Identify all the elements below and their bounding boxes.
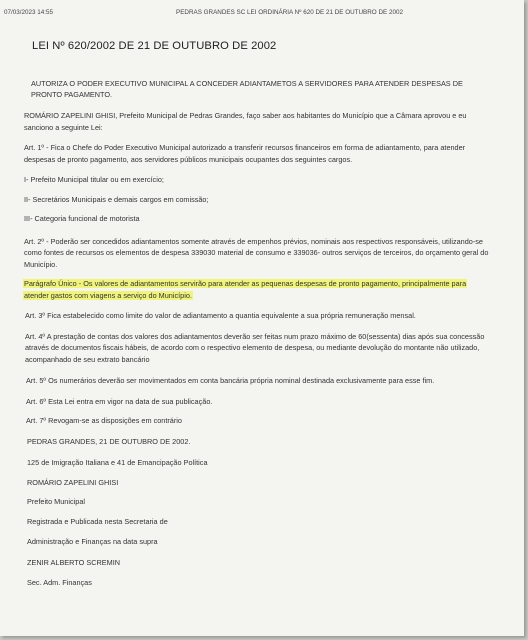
print-datetime: 07/03/2023 14:55 (4, 9, 54, 16)
art5: Art. 5º Os numerários deverão ser movimentados em conta bancária própria nominal destinada exclusivamente para esse fim. (26, 376, 435, 385)
registration-line-1: Registrada e Publicada nesta Secretaria de (27, 517, 168, 526)
art1-line-1: Art. 1º - Fica o Chefe do Poder Executivo Municipal autorizado a transferir recursos financeiros em forma de adiantamento, para atender (24, 143, 466, 152)
art6: Art. 6º Esta Lei entra em vigor na data de sua publicação. (26, 397, 213, 406)
law-title: LEI Nº 620/2002 DE 21 DE OUTUBRO DE 2002 (32, 40, 277, 52)
art4-line-3: acompanhado de seu extrato bancário (25, 355, 150, 364)
art2-line-3: Município. (24, 260, 58, 269)
preamble-line-1: ROMÁRIO ZAPELINI GHISI, Prefeito Municipal de Pedras Grandes, faço saber aos habitantes do Município que a Câmara aprovou e eu (24, 111, 467, 120)
anniversary-note: 125 de Imigração Italiana e 41 de Emancipação Política (27, 458, 208, 467)
art2-line-1: Art. 2º - Poderão ser concedidos adiantamentos somente através de empenhos prévios, nominais aos respectivos responsáveis, utilizando-se (24, 237, 483, 246)
art4-line-2: através de documentos fiscais hábeis, de acordo com o respectivo elemento de despesa, ou mediante devolução do montante não utilizado, (25, 343, 480, 352)
signer2-role: Sec. Adm. Finanças (27, 578, 92, 587)
art7: Art. 7º Revogam-se as disposições em contrário (26, 416, 182, 425)
place-date: PEDRAS GRANDES, 21 DE OUTUBRO DE 2002. (27, 437, 191, 446)
preamble-line-2: sanciono a seguinte Lei: (24, 123, 103, 132)
signer2-name: ZENIR ALBERTO SCREMIN (27, 558, 120, 567)
signer1-role: Prefeito Municipal (27, 497, 85, 506)
highlight-mark: Parágrafo Único - Os valores de adiantamentos servirão para atender as pequenas despesas de pronto pagamento, principalmente para (24, 279, 467, 288)
paragrafo-unico-line-1 (23, 278, 467, 290)
ementa-line-2: PRONTO PAGAMENTO. (31, 90, 113, 99)
registration-line-2: Administração e Finanças na data supra (27, 537, 158, 546)
highlight-mark: atender gastos com viagens a serviço do Município. (24, 291, 192, 300)
print-header-ref: PEDRAS GRANDES SC LEI ORDINÁRIA Nº 620 DE 21 DE OUTUBRO DE 2002 (176, 9, 403, 16)
art1-line-2: despesas de pronto pagamento, aos servidores públicos municipais ocupantes dos seguintes cargos. (24, 155, 353, 164)
item-ii: II- Secretários Municipais e demais cargos em comissão; (24, 195, 209, 204)
item-iii: III- Categoria funcional de motorista (24, 214, 140, 223)
signer1-name: ROMÁRIO ZAPELINI GHISI (27, 478, 119, 487)
art4-line-1: Art. 4º A prestação de contas dos valores dos adiantamentos deverão ser feitas num prazo máximo de 60(sessenta) dias após sua concessão (25, 332, 485, 341)
paragrafo-unico-line-2 (23, 290, 193, 302)
art3: Art. 3º Fica estabelecido como limite do valor de adiantamento a quantia equivalente a sua própria remuneração mensal. (25, 311, 416, 320)
art2-line-2: como fontes de recursos os elementos de despesa 339030 material de consumo e 339036- outros serviços de terceiros, do orçamento geral do (24, 248, 489, 257)
item-i: I- Prefeito Municipal titular ou em exercício; (24, 175, 164, 184)
ementa-line-1: AUTORIZA O PODER EXECUTIVO MUNICIPAL A CONCEDER ADIANTAMETOS A SERVIDORES PARA ATENDER DESPESAS DE (31, 79, 463, 88)
